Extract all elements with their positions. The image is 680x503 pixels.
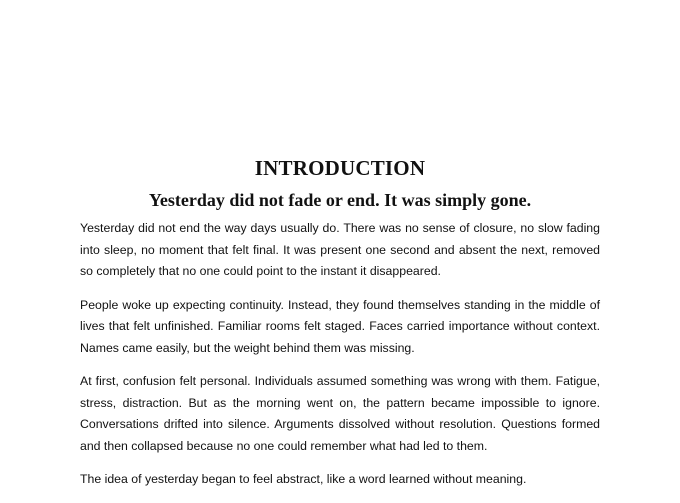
body-text [80, 218, 600, 503]
chapter-subtitle: Yesterday did not fade or end. It was simply gone. [148, 190, 532, 210]
paragraph-4: The idea of yesterday began to feel abstract, like a word learned without meaning. [80, 472, 527, 486]
paragraph-3: At first, confusion felt personal. Individuals assumed something was wrong with them. Fatigue, stress, distraction. But as the morning went on, the pattern became impossible to ignore. Conversations drifted into silence. Arguments dissolved without resolution. Questions formed and then collapsed because no one could remember what had led to them. [80, 374, 600, 453]
paragraph-1: Yesterday did not end the way days usually do. There was no sense of closure, no slow fading into sleep, no moment that felt final. It was present one second and absent the next, removed so completely that no one could point to the instant it disappeared. [80, 221, 600, 278]
paragraph-2: People woke up expecting continuity. Instead, they found themselves standing in the middle of lives that felt unfinished. Familiar rooms felt staged. Faces carried importance without context. Names came easily, but the weight behind them was missing. [80, 297, 600, 355]
chapter-title: INTRODUCTION [254, 156, 426, 180]
